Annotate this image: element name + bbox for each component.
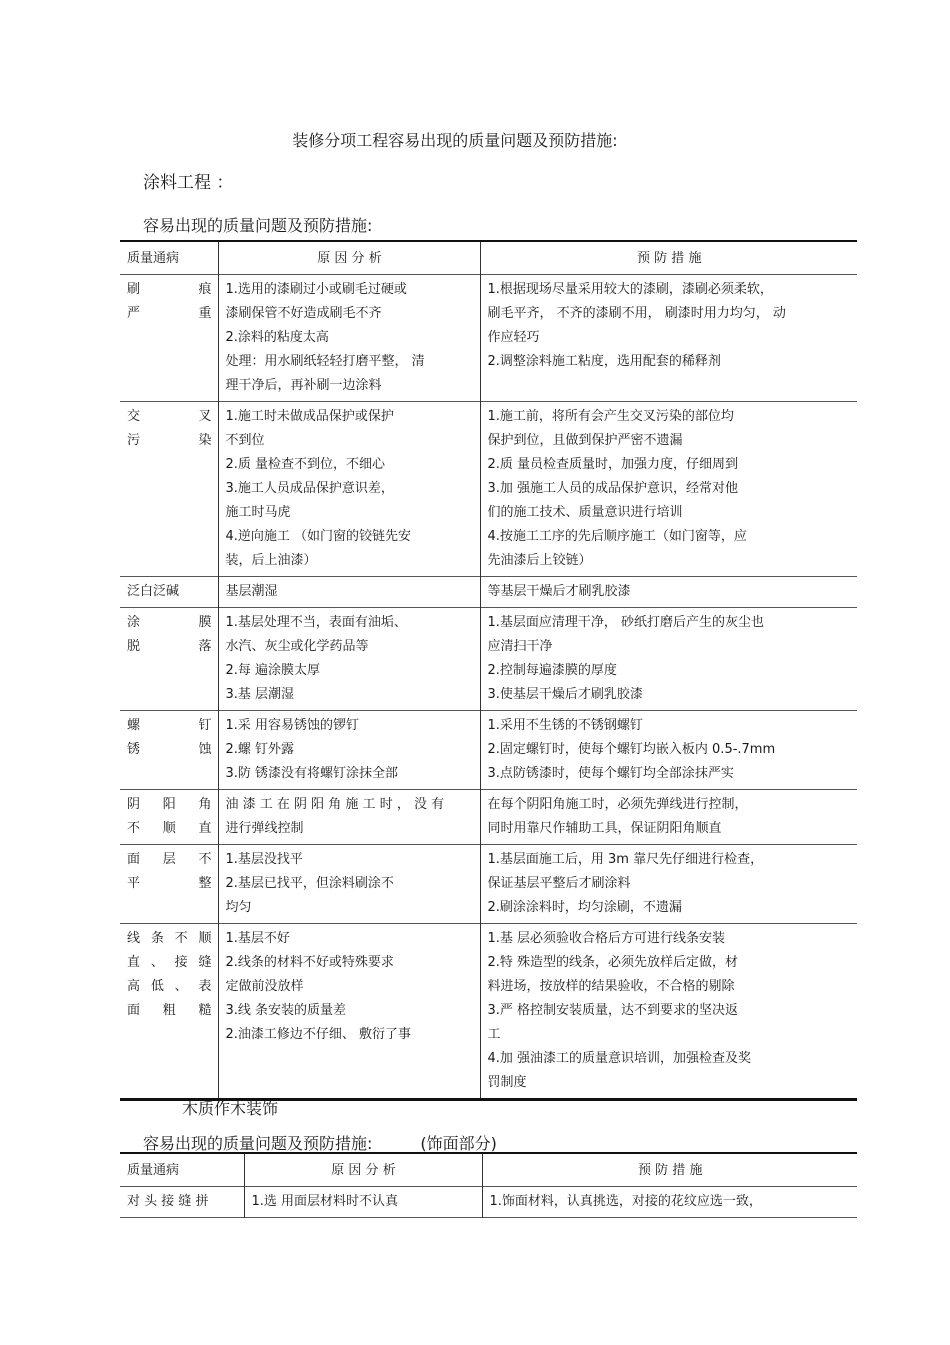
issue-cell — [120, 924, 218, 1100]
cell-line: 1.基层处理不当，表面有油垢、 — [225, 615, 407, 630]
cell-line: 1.基层面施工后，用 3m 靠尺先仔细进行检查， — [487, 852, 764, 867]
cell-line: 1.施工前，将所有会产生交叉污染的部位均 — [487, 409, 734, 424]
cell-line: 2.每 遍涂膜太厚 — [225, 663, 321, 678]
issue-cell — [120, 1187, 244, 1218]
cell-line: 2.固定螺钉时，使每个螺钉均嵌入板内 0.5-.7mm — [487, 742, 776, 757]
cell-line: 2.质 量检查不到位，不细心 — [225, 457, 386, 472]
cell-line: 罚制度 — [487, 1075, 527, 1090]
cell-line: 1.选 用面层材料时不认真 — [251, 1194, 399, 1209]
cell-line: 作应轻巧 — [487, 330, 540, 345]
table-header-row — [120, 241, 857, 275]
cell-line: 2.质 量员检查质量时，加强力度，仔细周到 — [487, 457, 739, 472]
table-row — [120, 711, 857, 790]
cell-line: 1.基 层必须验收合格后方可进行线条安装 — [487, 931, 726, 946]
section-heading-coating: 涂料工程 ： — [143, 173, 234, 193]
cell-line: 1.根据现场尽量采用较大的漆刷，漆刷必须柔软， — [487, 282, 773, 297]
table-row — [120, 1187, 857, 1218]
cell-line: 料进场，按放样的结果验收，不合格的剔除 — [487, 979, 735, 994]
issue-cell — [120, 275, 218, 402]
cell-line: 装，后上油漆） — [225, 553, 317, 568]
cell-line: 施工时马虎 — [225, 505, 291, 520]
subheading-issues-2 — [143, 1131, 497, 1154]
cell-line: 油 漆 工 在 阴 阳 角 施 工 时 ， 没 有 — [225, 797, 445, 812]
column-header: 质量通病 — [120, 1153, 244, 1187]
column-header: 原 因 分 析 — [244, 1153, 482, 1187]
issue-cell — [120, 402, 218, 577]
subheading-issues-2-note: (饰面部分) — [420, 1134, 497, 1153]
cell-line: 2.线条的材料不好或特殊要求 — [225, 955, 394, 970]
cell-line: 3.线 条安装的质量差 — [225, 1003, 347, 1018]
cell-line: 2.油漆工修边不仔细、 敷衍了事 — [225, 1027, 412, 1042]
cause-cell — [218, 924, 480, 1100]
cell-line: 涂 膜 — [127, 615, 212, 630]
prevention-cell — [480, 924, 857, 1100]
cause-cell — [244, 1187, 482, 1218]
column-header: 预 防 措 施 — [638, 1163, 703, 1178]
table-row — [120, 608, 857, 711]
cell-line: 等基层干燥后才刷乳胶漆 — [487, 584, 631, 599]
cell-line: 2.刷涂涂料时，均匀涂刷，不遗漏 — [487, 900, 682, 915]
section-heading-wood: 木质作木装饰 — [182, 1099, 279, 1118]
column-header: 原 因 分 析 — [218, 241, 480, 275]
cell-line: 进行弹线控制 — [225, 821, 304, 836]
table-header-row — [120, 1153, 857, 1187]
prevention-cell — [480, 608, 857, 711]
cell-line: 螺 钉 — [127, 718, 212, 733]
cell-line: 理干净后，再补刷一边涂料 — [225, 378, 382, 393]
cell-line: 不 顺 直 — [127, 821, 212, 836]
cell-line: 对 头 接 缝 拼 — [127, 1194, 209, 1209]
prevention-cell — [480, 402, 857, 577]
cell-line: 锈 蚀 — [127, 742, 212, 757]
cell-line: 1.施工时未做成品保护或保护 — [225, 409, 394, 424]
cell-line: 3.使基层干燥后才刷乳胶漆 — [487, 687, 643, 702]
cell-line: 1.选用的漆刷过小或刷毛过硬或 — [225, 282, 407, 297]
cell-line: 3.防 锈漆没有将螺钉涂抹全部 — [225, 766, 399, 781]
wood-issues-table — [120, 1152, 857, 1218]
cell-line: 1.采 用容易锈蚀的锣钉 — [225, 718, 360, 733]
cell-line: 工 — [487, 1027, 501, 1042]
cell-line: 刷毛平齐， 不齐的漆刷不用， 刷漆时用力均匀， 动 — [487, 306, 786, 321]
cell-line: 1.基层不好 — [225, 931, 290, 946]
cell-line: 1.采用不生锈的不锈钢螺钉 — [487, 718, 643, 733]
cell-line: 面 层 不 — [127, 852, 212, 867]
cell-line: 4.逆向施工 （如门窗的铰链先安 — [225, 529, 412, 544]
subheading-issues-1: 容易出现的质量问题及预防措施: — [143, 216, 373, 235]
cell-line: 交 叉 — [127, 409, 212, 424]
table-row — [120, 402, 857, 577]
cell-line: 处理：用水刷纸轻轻打磨平整， 清 — [225, 354, 425, 369]
cell-line: 平 整 — [127, 876, 212, 891]
prevention-cell — [480, 790, 857, 845]
cell-line: 4.按施工工序的先后顺序施工（如门窗等，应 — [487, 529, 747, 544]
cell-line: 刷 痕 — [127, 282, 212, 297]
table-row — [120, 577, 857, 608]
table-row — [120, 845, 857, 924]
cell-line: 3.点防锈漆时，使每个螺钉均全部涂抹严实 — [487, 766, 734, 781]
cell-line: 线 条 不 顺 — [127, 931, 212, 946]
cell-line: 4.加 强油漆工的质量意识培训，加强检查及奖 — [487, 1051, 752, 1066]
cell-line: 3.施工人员成品保护意识差， — [225, 481, 394, 496]
column-header: 质量通病 — [120, 241, 218, 275]
table-row — [120, 790, 857, 845]
cell-line: 基层潮湿 — [225, 584, 278, 599]
cell-line: 2.控制每遍漆膜的厚度 — [487, 663, 617, 678]
cause-cell — [218, 845, 480, 924]
cell-line: 1.基层面应清理干净， 砂纸打磨后产生的灰尘也 — [487, 615, 765, 630]
issue-cell — [120, 711, 218, 790]
cell-line: 严 重 — [127, 306, 212, 321]
cell-line: 脱 落 — [127, 639, 212, 654]
column-header: 预 防 措 施 — [637, 251, 702, 266]
cell-line: 均匀 — [225, 900, 252, 915]
cell-line: 直 、 接 缝 — [127, 955, 212, 970]
cause-cell — [218, 711, 480, 790]
cell-line: 阴 阳 角 — [127, 797, 212, 812]
cell-line: 1.饰面材料，认真挑选，对接的花纹应选一致， — [489, 1194, 762, 1209]
cell-line: 不到位 — [225, 433, 265, 448]
cell-line: 3.严 格控制安装质量，达不到要求的坚决返 — [487, 1003, 739, 1018]
subheading-issues-2-text: 容易出现的质量问题及预防措施: — [143, 1134, 373, 1153]
cell-line: 3.基 层潮湿 — [225, 687, 295, 702]
cell-line: 定做前没放样 — [225, 979, 304, 994]
prevention-cell — [480, 845, 857, 924]
cell-line: 们的施工技术、质量意识进行培训 — [487, 505, 683, 520]
table-row — [120, 275, 857, 402]
prevention-cell — [480, 577, 857, 608]
cause-cell — [218, 577, 480, 608]
cell-line: 高 低 、 表 — [127, 979, 212, 994]
cell-line: 保护到位，且做到保护严密不遗漏 — [487, 433, 683, 448]
issue-cell — [120, 845, 218, 924]
issue-cell — [120, 790, 218, 845]
prevention-cell — [480, 275, 857, 402]
prevention-cell — [480, 711, 857, 790]
cell-line: 面粗糙 — [127, 1003, 212, 1018]
cell-line: 2.调整涂料施工粘度，选用配套的稀释剂 — [487, 354, 721, 369]
cell-line: 2.基层已找平，但涂料刷涂不 — [225, 876, 394, 891]
cause-cell — [218, 790, 480, 845]
cell-line: 2.涂料的粘度太高 — [225, 330, 329, 345]
issue-cell — [120, 608, 218, 711]
cell-line: 泛白泛碱 — [127, 584, 180, 599]
cause-cell — [218, 402, 480, 577]
cell-line: 同时用靠尺作辅助工具，保证阴阳角顺直 — [487, 821, 722, 836]
cause-cell — [218, 608, 480, 711]
cell-line: 1.基层没找平 — [225, 852, 303, 867]
table-row — [120, 924, 857, 1100]
cause-cell — [218, 275, 480, 402]
cell-line: 先油漆后上铰链） — [487, 553, 592, 568]
page-title: 装修分项工程容易出现的质量问题及预防措施: — [292, 131, 618, 150]
cell-line: 漆刷保管不好造成刷毛不齐 — [225, 306, 382, 321]
cell-line: 在每个阴阳角施工时，必须先弹线进行控制， — [487, 797, 748, 812]
cell-line: 应清扫干净 — [487, 639, 553, 654]
cell-line: 污 染 — [127, 433, 212, 448]
coating-issues-table — [120, 240, 857, 1101]
cell-line: 2.特 殊造型的线条，必须先放样后定做，材 — [487, 955, 739, 970]
prevention-cell — [482, 1187, 857, 1218]
cell-line: 3.加 强施工人员的成品保护意识，经常对他 — [487, 481, 739, 496]
cell-line: 水汽、灰尘或化学药品等 — [225, 639, 369, 654]
cell-line: 保证基层平整后才刷涂料 — [487, 876, 631, 891]
issue-cell — [120, 577, 218, 608]
cell-line: 2.螺 钉外露 — [225, 742, 295, 757]
